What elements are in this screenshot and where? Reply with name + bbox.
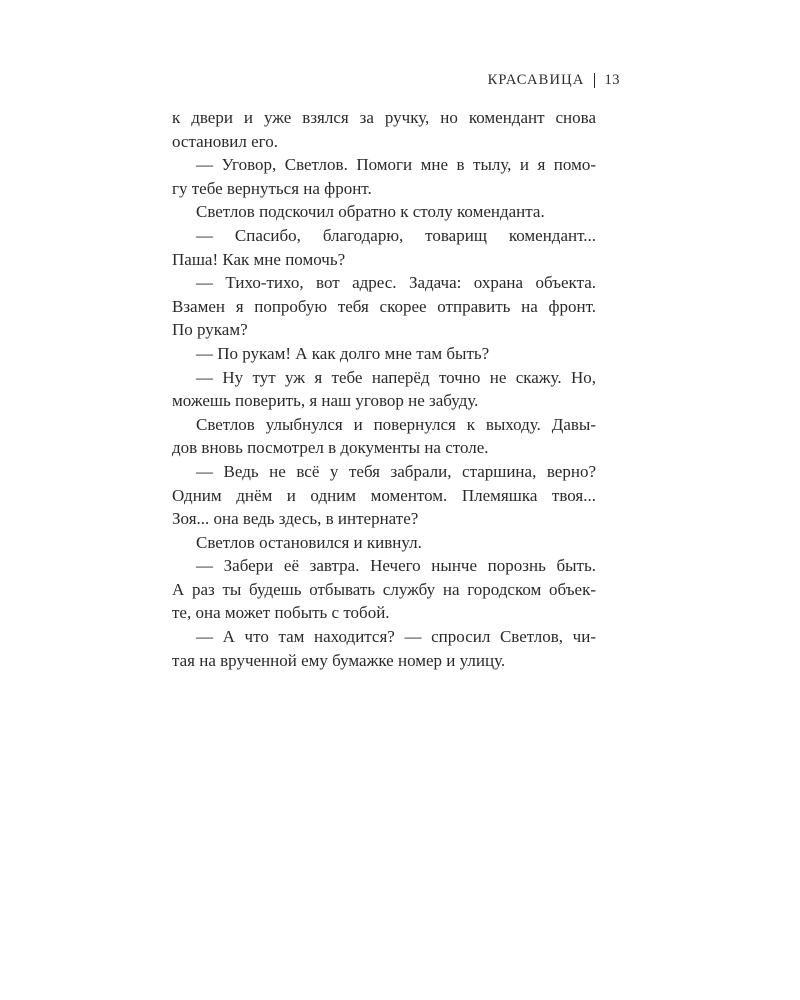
text-line: те, она может побыть с тобой.	[172, 603, 390, 623]
text-line: — А что там находится? — спросил Светлов, чи-	[196, 627, 596, 647]
text-line: дов вновь посмотрел в документы на столе.	[172, 438, 489, 458]
text-line: Зоя... она ведь здесь, в интернате?	[172, 509, 419, 529]
text-line: гу тебе вернуться на фронт.	[172, 178, 372, 198]
body-text	[172, 106, 596, 672]
chapter-title: КРАСАВИЦА	[487, 72, 585, 88]
text-line: По рукам?	[172, 320, 248, 340]
text-line: Взамен я попробую тебя скорее отправить на фронт.	[172, 296, 596, 316]
text-line: Светлов улыбнулся и повернулся к выходу. Давы-	[196, 414, 596, 434]
text-line: остановил его.	[172, 131, 278, 151]
text-line: — Забери её завтра. Нечего нынче порознь быть.	[196, 556, 596, 576]
header-separator	[594, 73, 595, 88]
text-line: — По рукам! А как долго мне там быть?	[196, 343, 490, 363]
text-line: — Ведь не всё у тебя забрали, старшина, верно?	[196, 461, 596, 481]
text-line: Светлов остановился и кивнул.	[196, 532, 422, 552]
text-line: Одним днём и одним моментом. Племяшка твоя...	[172, 485, 596, 505]
text-line: можешь поверить, я наш уговор не забуду.	[172, 391, 479, 411]
text-line: — Тихо-тихо, вот адрес. Задача: охрана объекта.	[196, 273, 596, 293]
text-line: — Уговор, Светлов. Помоги мне в тылу, и я помо-	[196, 155, 596, 175]
text-line: — Ну тут уж я тебе наперёд точно не скажу. Но,	[196, 367, 596, 387]
text-line: к двери и уже взялся за ручку, но комендант снова	[172, 108, 596, 127]
text-line: А раз ты будешь отбывать службу на городском объек-	[172, 579, 596, 599]
text-line: тая на врученной ему бумажке номер и улицу.	[172, 650, 506, 670]
text-line: Светлов подскочил обратно к столу коменданта.	[196, 202, 545, 222]
page-number: 13	[604, 72, 620, 88]
running-header	[488, 72, 620, 89]
text-line: — Спасибо, благодарю, товарищ комендант...	[196, 225, 596, 245]
text-line: Паша! Как мне помочь?	[172, 249, 346, 269]
